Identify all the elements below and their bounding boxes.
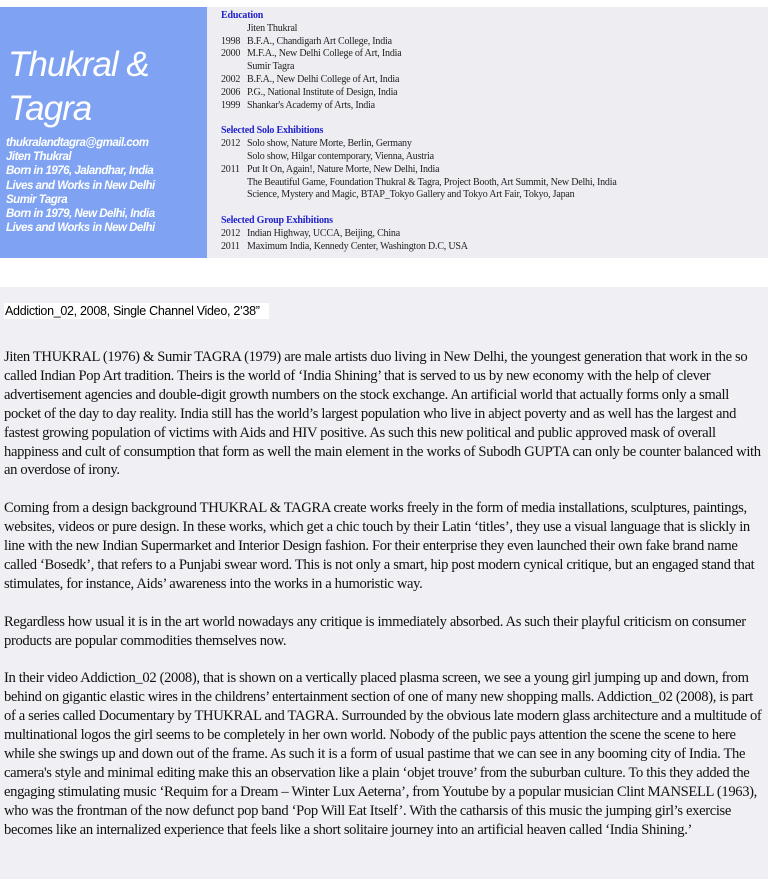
essay-body — [4, 348, 766, 858]
essay-paragraph: Regardless how usual it is in the art world nowadays any critique is immediately absorbed. As such their playful criticism on consumer products are popular commodities themselves now. — [4, 613, 746, 649]
cv-row: 2012 Indian Highway, UCCA, Beijing, China — [221, 227, 400, 239]
solo-exhibitions-heading: Selected Solo Exhibitions — [221, 125, 324, 137]
cv-row: 2000 M.F.A., New Delhi College of Art, India — [221, 48, 402, 60]
cv-row: Jiten Thukral — [247, 22, 298, 34]
cv-row: 1998 B.F.A., Chandigarh Art College, India — [221, 35, 392, 47]
cv-row: 2002 B.F.A., New Delhi College of Art, India — [221, 73, 400, 85]
artist-birth-2: Born in 1979, New Delhi, India — [6, 208, 155, 221]
cv-row: 1999 Shankar's Academy of Arts, India — [221, 99, 375, 111]
cv-row: 2011 Maximum India, Kennedy Center, Washington D.C, USA — [221, 240, 468, 252]
education-heading: Education — [221, 10, 264, 21]
cv-row: 2011 Put It On, Again!, Nature Morte, New Delhi, India — [221, 163, 440, 175]
essay-paragraph: Jiten THUKRAL (1976) & Sumir TAGRA (1979) are male artists duo living in New Delhi, the youngest generation that work in the so called Indian Pop Art tradition. Theirs is the world of ‘India Shining’ that is served to us by new economy with the help of clever advertisement agencies and double-digit growth numbers on the stock exchange. An artificial world that actually forms only a small pocket of the day to day reality. India still has the world’s largest population who live in abject poverty and as well has the largest and fastest growing population of victims with Aids and HIV positive. As such this new political and public approved mask of overall happiness and cult of consumption that form as well the main element in the works of Subodh GUPTA can only be counter balanced with an overdose of irony. — [4, 349, 761, 479]
work-caption: Addiction_02, 2008, Single Channel Video, 2’38” — [4, 303, 269, 319]
cv-row: 2012 Solo show, Nature Morte, Berlin, Germany — [221, 138, 412, 150]
essay-paragraph: Coming from a design background THUKRAL & TAGRA create works freely in the form of media installations, sculptures, paintings, websites, videos or pure design. In these works, which get a chic touch by their Latin ‘titles’, they use a visual language that is slickly in line with the new Indian Supermarket and Interior Design fashion. For their enterprise they even launched their own fake brand name called ‘Bosedk’, that refers to a Punjabi swear word. This is not only a smart, hip post modern cynical critique, but an engaged stand that stimulates, for instance, Aids’ awareness into the works in a humoristic way. — [4, 500, 755, 592]
group-exhibitions-heading: Selected Group Exhibitions — [221, 215, 333, 227]
artist-birth-1: Born in 1976, Jalandhar, India — [6, 165, 154, 178]
artist-panel — [0, 7, 207, 258]
cv-row: The Beautiful Game, Foundation Thukral & Tagra, Project Booth, Art Summit, New Delhi, India — [247, 176, 617, 188]
artist-name-1: Jiten Thukral — [6, 151, 72, 164]
artist-email: thukralandtagra@gmail.com — [6, 137, 149, 149]
artist-name-2: Sumir Tagra — [6, 193, 68, 206]
artist-details — [6, 136, 155, 235]
artist-residence-2: Lives and Works in New Delhi — [6, 222, 155, 235]
cv-row: Solo show, Hilgar contemporary, Vienna, Austria — [247, 150, 434, 162]
cv-section — [221, 10, 617, 254]
cv-row: 2006 P.G., National Institute of Design, India — [221, 86, 398, 98]
essay-paragraph: In their video Addiction_02 (2008), that is shown on a vertically placed plasma screen, we see a young girl jumping up and down, from behind on gigantic elastic wires in the childrens’ entertainment section of one of many new shopping malls. Addiction_02 (2008), is part of a series called Documentary by THUKRAL and TAGRA. Surrounded by the obvious late modern glass architecture and a multitude of multinational logos the girl seems to be completely in her own world. Nobody of the public pays attention the scene the scene to here while she swings up and down out of the frame. As such it is a form of usual pastime that we can see in any booming city of India. The camera's style and minimal editing make this an observation like a plain ‘objet trouve’ from the suburban culture. To this they added the engaging stimulating music ‘Requim for a Dream – Winter Lux Aeterna’, from Youtube by a popular musician Clint MANSELL (1963), who was the frontman of the now defunct pop band ‘Pop Will Eat Itself’. With the catharsis of this music the jumping girl’s exercise becomes like an internalized experience that feels like a short solitaire journey into an artificial heaven called ‘India Shining.’ — [4, 670, 762, 838]
cv-row: Science, Mystery and Magic, BTAP_Tokyo Gallery and Tokyo Art Fair, Tokyo, Japan — [247, 189, 575, 201]
artist-residence-1: Lives and Works in New Delhi — [6, 179, 155, 192]
artist-title: Thukral & Tagra — [8, 45, 149, 128]
cv-row: Sumir Tagra — [247, 61, 295, 73]
